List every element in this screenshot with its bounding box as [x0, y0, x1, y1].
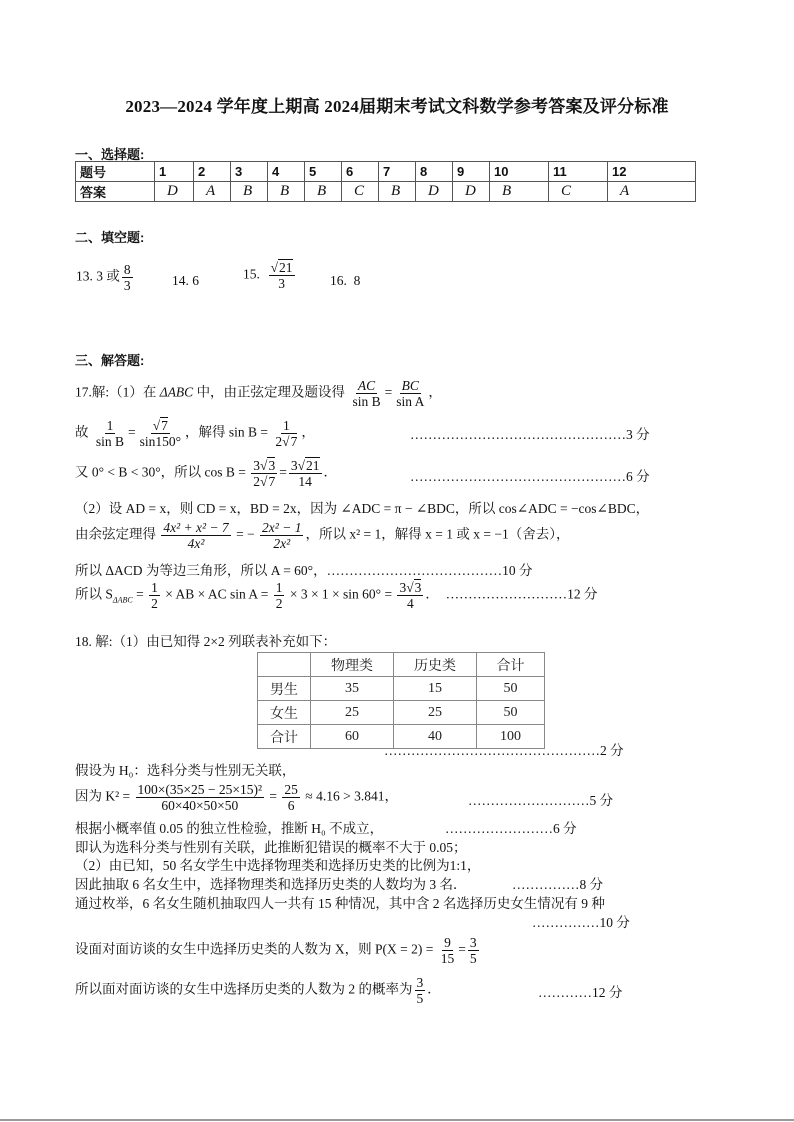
table-row — [76, 182, 696, 202]
table-row — [258, 701, 545, 725]
table-cell: 25 — [394, 701, 477, 725]
table-cell: 60 — [311, 725, 394, 749]
table-cell: 15 — [394, 677, 477, 701]
fill-answer-15: 15. $\frac{√21}{3}$ — [243, 260, 293, 291]
question-number: 12 — [608, 162, 696, 182]
table-cell: 25 — [311, 701, 394, 725]
q18-score-2: …………………………………………2 分 — [384, 743, 624, 758]
question-number: 9 — [453, 162, 490, 182]
question-number: 8 — [416, 162, 453, 182]
column-header: 合计 — [477, 653, 545, 677]
answer-table — [75, 161, 696, 202]
table-row — [258, 677, 545, 701]
answer-cell: A — [608, 182, 696, 202]
q18-line-8: 通过枚举，6 名女生随机抽取四人一共有 15 种情况，其中含 2 名选择历史女生情况有 9 种 — [75, 896, 605, 911]
q18-line-10: 所以面对面访谈的女生中选择历史类的人数为 2 的概率为 $\frac{3}{5}$ ． — [75, 975, 441, 1006]
answer-cell: D — [416, 182, 453, 202]
question-number: 2 — [194, 162, 231, 182]
q18-line-3: 因为 K² = $\frac{\text{100×(35×25 − 25×15)²}}{60\times 40\times 50\times 50}$ = $\frac{25}{6}$ ≈ 4.16 > 3.841， — [75, 782, 398, 813]
section-solution-heading: 三、解答题: — [75, 353, 145, 368]
q17-line-5: 由余弦定理得 $\frac{\text{4x² + x² − 7}}{\text{4x²}}$ = − $\frac{\text{2x² − 1}}{\text{2x²}}$ ，所以 x² = 1，解得 x = 1 或 x = −1（舍去）， — [75, 520, 570, 551]
table-cell: 100 — [477, 725, 545, 749]
q17-line-4: （2）设 AD = x，则 CD = x，BD = 2x，因为 ∠ADC = π − ∠BDC，所以 cos∠ADC = −cos∠BDC， — [75, 501, 650, 516]
q18-line-7: 因此抽取 6 名女生中，选择物理类和选择历史类的人数均为 3 名． — [75, 877, 467, 892]
question-number: 7 — [379, 162, 416, 182]
section-choice-heading: 一、选择题: — [75, 147, 145, 162]
section-fill-heading: 二、填空题: — [75, 230, 145, 245]
q17-score-3: …………………………………………3 分 — [410, 427, 650, 442]
question-number: 4 — [268, 162, 305, 182]
table-cell: 40 — [394, 725, 477, 749]
q18-score-5: ………………………5 分 — [468, 793, 614, 808]
q18-line-2: 假设为 H₀：选科分类与性别无关联， — [75, 763, 296, 778]
question-number: 5 — [305, 162, 342, 182]
page-bottom-divider — [0, 1119, 794, 1121]
row-label: 题号 — [76, 162, 155, 182]
q18-line-4: 根据小概率值 0.05 的独立性检验，推断 H₀ 不成立， — [75, 821, 384, 836]
answer-cell: A — [194, 182, 231, 202]
q18-score-6: ……………………6 分 — [445, 821, 577, 836]
q18-score-8: ……………8 分 — [512, 877, 604, 892]
q17-line-3: 又 0° < B < 30°，所以 cos B = $\frac{3√3}{2√7}$ = $\frac{3√21}{14}$ ． — [75, 458, 337, 489]
table-row — [258, 653, 545, 677]
answer-cell: C — [549, 182, 608, 202]
q17-line-1: 17.解:（1）在 ΔABC 中，由正弦定理及题设得 $\frac{AC}{\text{sin B}}$ = $\frac{BC}{\text{sin A}}$ ， — [75, 378, 442, 409]
q18-score-12: …………12 分 — [538, 985, 623, 1000]
q18-line-1: 18. 解:（1）由已知得 2×2 列联表补充如下： — [75, 634, 337, 649]
row-header: 女生 — [258, 701, 311, 725]
question-number: 1 — [155, 162, 194, 182]
table-row — [76, 162, 696, 182]
q17-line-2: 故 $\frac{1}{\text{sin B}}$ = $\frac{√7}{\sin 150^\circ}$ ，解得 sin B = $\frac{1}{2√7}$ ， — [75, 418, 315, 449]
document-title: 2023—2024 学年度上期高 2024届期末考试文科数学参考答案及评分标准 — [125, 97, 669, 116]
question-number: 11 — [549, 162, 608, 182]
answer-cell: B — [379, 182, 416, 202]
q18-line-9: 设面对面访谈的女生中选择历史类的人数为 X，则 P(X = 2) = $\frac{9}{15}$ = $\frac{3}{5}$ — [75, 935, 477, 966]
question-number: 10 — [490, 162, 549, 182]
answer-cell: B — [305, 182, 342, 202]
answer-cell: D — [155, 182, 194, 202]
contingency-table — [257, 652, 545, 749]
q18-line-5: 即认为选科分类与性别有关联，此推断犯错误的概率不大于 0.05； — [75, 840, 467, 855]
answer-cell: B — [231, 182, 268, 202]
row-header: 合计 — [258, 725, 311, 749]
question-number: 6 — [342, 162, 379, 182]
answer-cell: C — [342, 182, 379, 202]
table-cell: 35 — [311, 677, 394, 701]
answer-cell: B — [268, 182, 305, 202]
q17-score-6: …………………………………………6 分 — [410, 469, 650, 484]
answer-cell: D — [453, 182, 490, 202]
answer-cell: B — [490, 182, 549, 202]
question-number: 3 — [231, 162, 268, 182]
q18-score-10: ……………10 分 — [532, 915, 630, 930]
q18-line-6: （2）由已知，50 名女学生中选择物理类和选择历史类的比例为1:1， — [75, 858, 481, 873]
column-header: 物理类 — [311, 653, 394, 677]
fill-answer-13: 13. 3 或 $\frac{8}{3}$ — [76, 262, 131, 293]
fill-answer-14: 14. 6 — [172, 273, 199, 288]
q17-line-6: 所以 ΔACD 为等边三角形，所以 A = 60°，…………………………………10 分 — [75, 563, 533, 578]
row-header: 男生 — [258, 677, 311, 701]
table-cell: 50 — [477, 677, 545, 701]
row-label: 答案 — [76, 182, 155, 202]
table-cell: 50 — [477, 701, 545, 725]
q17-line-7: 所以 $S_{\Delta ABC}$ = $\frac{1}{2}$ × AB × AC sin A = $\frac{1}{2}$ × 3 × 1 × sin 60° = $\frac{3√3}{4}$ ． ………………………12 分 — [75, 580, 598, 611]
column-header: 历史类 — [394, 653, 477, 677]
fill-answer-16: 16. 8 — [330, 273, 361, 288]
